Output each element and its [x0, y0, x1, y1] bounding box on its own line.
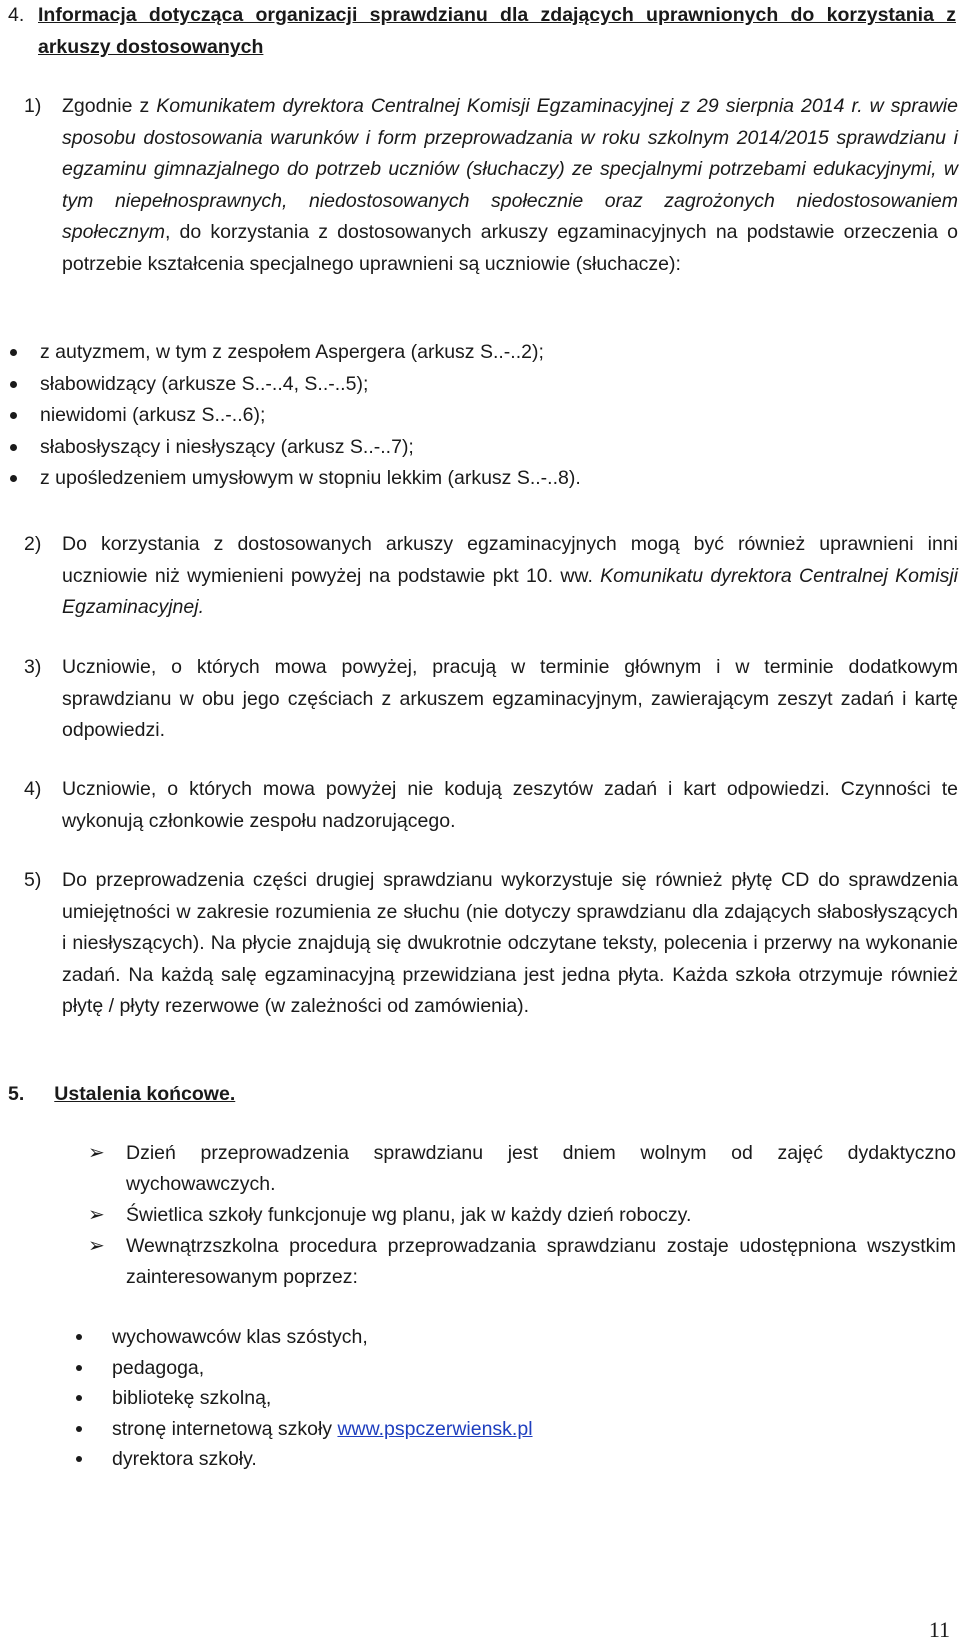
section-5-number: 5.	[8, 1083, 25, 1105]
item-1-text-a: Zgodnie z	[62, 95, 157, 117]
arrow-item-text: Wewnątrzszkolna procedura przeprowadzania sprawdzianu zostaje udostępniona wszystkim zainteresowanym poprzez:	[126, 1235, 956, 1288]
item-5	[24, 865, 958, 1023]
item-1-number: 1)	[24, 95, 42, 117]
item-2	[24, 529, 958, 624]
arrow-item	[88, 1231, 956, 1293]
list-item: dyrektora szkoły.	[72, 1444, 772, 1475]
list-item: słabosłyszący i niesłyszący (arkusz S..-..7);	[8, 432, 948, 464]
section-4-title: Informacja dotycząca organizacji sprawdzianu dla zdających uprawnionych do korzystania z arkuszy dostosowanych	[38, 4, 956, 58]
disability-list	[8, 337, 948, 495]
item-3-text: Uczniowie, o których mowa powyżej, pracują w terminie głównym i w terminie dodatkowym sprawdzianu w obu jego częściach z arkuszem egzaminacyjnym, zawierającym zeszyt zadań i kartę odpowiedzi.	[62, 656, 958, 742]
item-2-number: 2)	[24, 533, 42, 555]
item-1-text	[62, 91, 958, 281]
item-5-number: 5)	[24, 869, 42, 891]
list-item: z autyzmem, w tym z zespołem Aspergera (arkusz S..-..2);	[8, 337, 948, 369]
distribution-list	[72, 1322, 772, 1475]
section-5-heading	[8, 1078, 235, 1110]
item-3-number: 3)	[24, 656, 42, 678]
section-5-title: Ustalenia końcowe.	[54, 1083, 236, 1105]
item-2-text-italic: Komunikatu dyrektora Centralnej Komisji Egzaminacyjnej.	[62, 564, 958, 619]
item-5-text: Do przeprowadzenia części drugiej sprawdzianu wykorzystuje się również płytę CD do sprawdzenia umiejętności w zakresie rozumienia ze słuchu (nie dotyczy sprawdzianu dla zdających słabosłyszących i niesłyszących). Na płycie znajdują się dwukrotnie odczytane teksty, polecenia i przerwy na wykonanie zadań. Na każdą salę egzaminacyjną przewidziana jest jedna płyta. Każda szkoła otrzymuje również płytę / płyty rezerwowe (w zależności od zamówienia).	[62, 869, 958, 1018]
page-number: 11	[928, 1617, 950, 1642]
website-label: stronę internetową szkoły	[112, 1417, 338, 1440]
item-2-text	[62, 529, 958, 624]
item-4-number: 4)	[24, 778, 42, 800]
final-arrangements-list	[88, 1138, 956, 1293]
school-website-link[interactable]: www.pspczerwiensk.pl	[337, 1417, 533, 1440]
arrow-item-text: Świetlica szkoły funkcjonuje wg planu, jak w każdy dzień roboczy.	[126, 1204, 692, 1226]
item-2-text-normal: Do korzystania z dostosowanych arkuszy egzaminacyjnych mogą być również uprawnieni inni uczniowie niż wymienieni powyżej na podstawie pkt 10. ww.	[62, 533, 958, 587]
item-1	[24, 91, 958, 281]
item-1-text-italic: Komunikatem dyrektora Centralnej Komisji Egzaminacyjnej z 29 sierpnia 2014 r. w sprawie sposobu dostosowania warunków i form przeprowadzania w roku szkolnym 2014/2015 sprawdzianu i egzaminu gimnazjalnego do potrzeb uczniów (słuchaczy) ze specjalnymi potrzebami edukacyjnymi, w tym niepełnosprawnych, niedostosowanych społecznie oraz zagrożonych niedostosowaniem społecznym	[62, 95, 958, 244]
item-1-text-b: , do korzystania z dostosowanych arkuszy egzaminacyjnych na podstawie orzeczenia o potrzebie kształcenia specjalnego uprawnieni są uczniowie (słuchacze):	[62, 221, 958, 275]
list-item: bibliotekę szkolną,	[72, 1383, 772, 1414]
list-item: wychowawców klas szóstych,	[72, 1322, 772, 1353]
arrow-bullet-icon: ➢	[88, 1235, 105, 1257]
section-4-heading	[8, 0, 956, 63]
item-4	[24, 774, 958, 837]
list-item: słabowidzący (arkusze S..-..4, S..-..5);	[8, 369, 948, 401]
section-4-number: 4.	[8, 4, 25, 26]
arrow-bullet-icon: ➢	[88, 1142, 105, 1164]
item-3	[24, 652, 958, 747]
arrow-item-text: Dzień przeprowadzenia sprawdzianu jest dniem wolnym od zajęć dydaktyczno wychowawczych.	[126, 1142, 956, 1195]
list-item: z upośledzeniem umysłowym w stopniu lekkim (arkusz S..-..8).	[8, 463, 948, 495]
list-item: pedagoga,	[72, 1353, 772, 1384]
list-item-website	[72, 1414, 772, 1445]
arrow-item	[88, 1138, 956, 1200]
arrow-bullet-icon: ➢	[88, 1204, 105, 1226]
item-4-text: Uczniowie, o których mowa powyżej nie kodują zeszytów zadań i kart odpowiedzi. Czynności te wykonują członkowie zespołu nadzorującego.	[62, 778, 958, 832]
arrow-item	[88, 1200, 956, 1231]
list-item: niewidomi (arkusz S..-..6);	[8, 400, 948, 432]
